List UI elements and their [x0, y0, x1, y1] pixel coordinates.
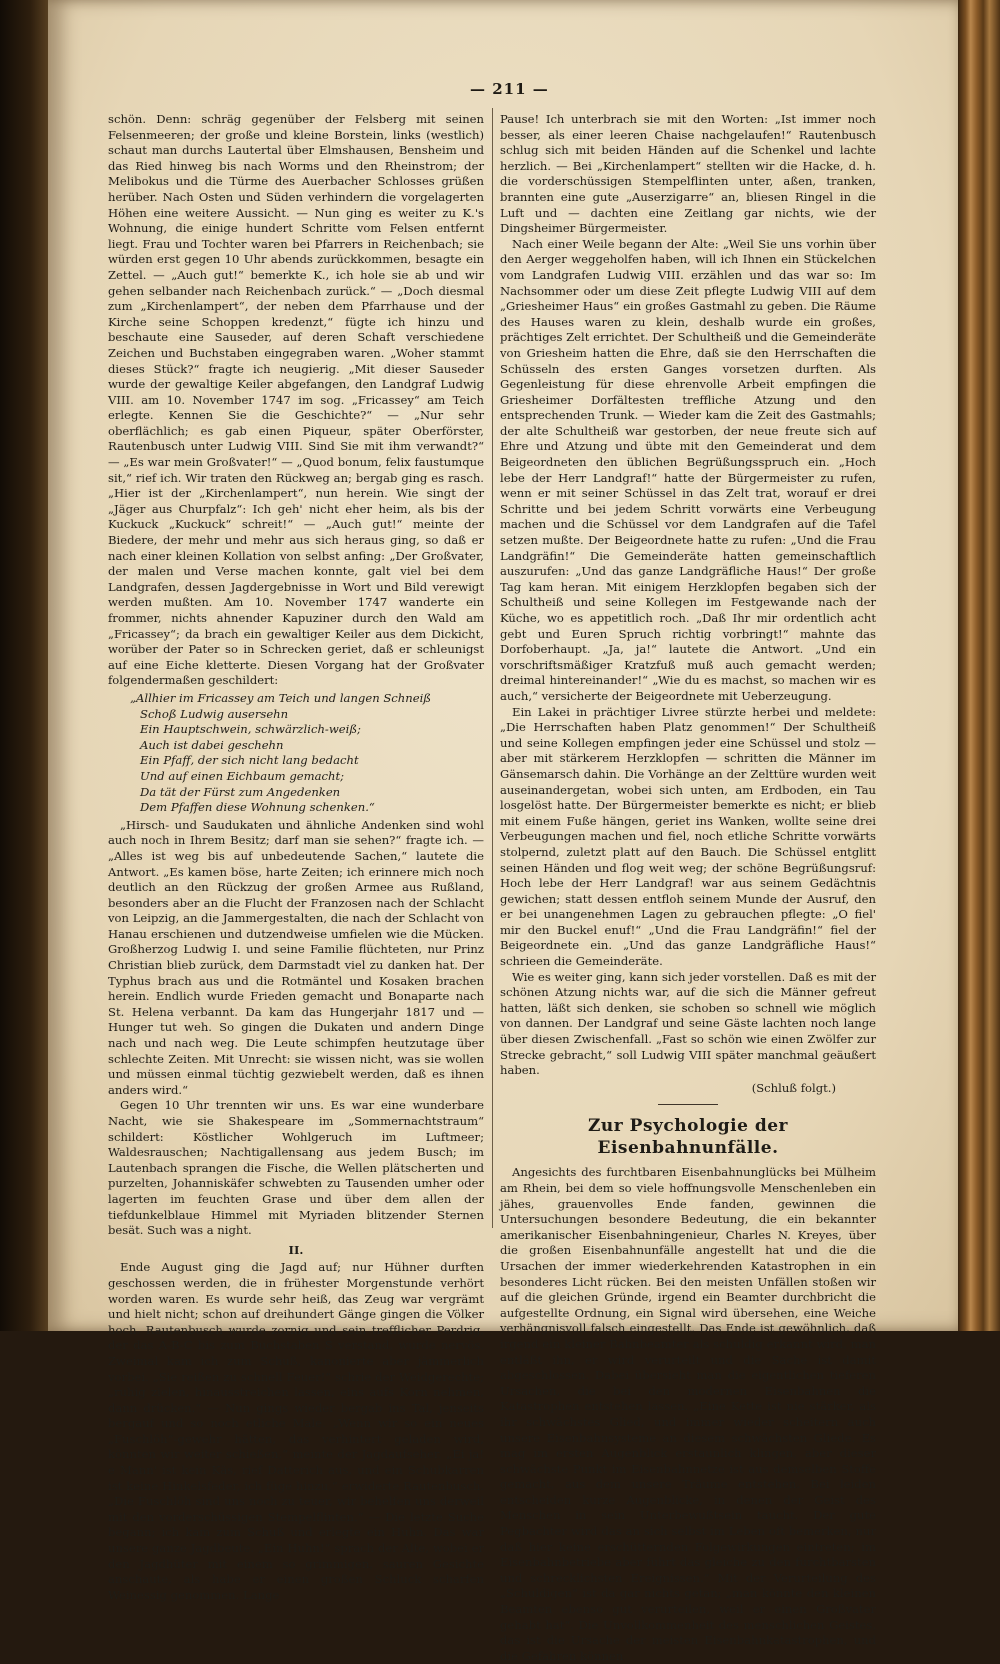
poem-line: Und auf einen Eichbaum gemacht; — [140, 768, 345, 783]
right-paragraph-3: Ein Lakei in prächtiger Livree stürzte herbei und meldete: „Die Herrschaften haben Platz genommen!“ Der Schultheiß und seine Kollegen empfingen jeder eine Schüssel und stolz — aber mit stärkerem Herzklopfen — schritten die Männer im Gänsemarsch dahin. Die Vorhänge an der Zelttüre wurden weit auseinandergetan, wobei sich unten, am Erdboden, ein Tau losgelöst hatte. Der Bürgermeister bemerkte es nicht; er blieb mit einem Fuße hängen, geriet ins Wanken, wollte seine drei Verbeugungen machen und fiel, noch etliche Schritte vorwärts stolpernd, zuletzt platt auf den Bauch. Die Schüssel entglitt seinen Händen und flog weit weg; der schöne Begrüßungsruf: Hoch lebe der Herr Landgraf! war aus seinem Gedächtnis gewichen; statt dessen entfloh seinem Munde der Ausruf, den er bei unangenehmen Lagen zu gebrauchen pflegte: „O fiel' mir den Buckel enuf!“ „Und die Frau Landgräfin!“ fiel der Beigeordnete ein. „Und das ganze Landgräfliche Haus!“ schrieen die Gemeinderäte. — [500, 704, 876, 969]
article-title: Zur Psychologie der Eisenbahnunfälle. — [588, 1116, 788, 1159]
poem-line: Auch ist dabei geschehn — [140, 737, 284, 752]
poem-line: Da tät der Fürst zum Angedenken — [140, 784, 341, 799]
poem-line: „Allhier im Fricassey am Teich und langen Schneiß — [130, 690, 432, 705]
article-divider — [658, 1104, 718, 1105]
right-paragraph-5: Angesichts des furchtbaren Eisenbahnunglücks bei Mülheim am Rhein, bei dem so viele hoffnungsvolle Menschenleben ein jähes, grauenvolles Ende fanden, gewinnen die Untersuchungen besondere Bedeutung, die ein bekannter amerikanischer Eisenbahningenieur, Charles N. Kreyes, über die großen Eisenbahnunfälle angestellt hat und die die Ursachen der immer wiederkehrenden Katastrophen in ein besonderes Licht rücken. Bei den meisten Unfällen stoßen wir auf die gleichen Gründe, irgend ein Beamter durchbricht die aufgestellte Ordnung, ein Signal wird übersehen, eine Weiche verhängnisvoll falsch eingestellt. Das Ende ist gewöhnlich, daß irgend ein kleiner Bahnbeamter als schuldig erkannt wird, man entläßt ihn, er wird verurteilt und die Sache ist damit abgeschlossen. Dabei übersieht man die eigentlichen tieferen Ursachen, die bei den modernen Eisenbahnen die Katastrophen entstehen lassen. „Eine Kette ist nie stärker, als ihr schwächstes Glied, und immer wieder scheitern auch unsere Eisenbahnsysteme an diesem schwächsten Gliede. Es mag im ersten Augenblick erstaunlich klingen, aber dieser schwächste Punkt im Eisenbahnnetze ist aus demselben Stoffe gemacht, aus dem unsere Träume entstehen. Bei leiden entscheiden kurze Augenblicke, in denen der Geist des Menschen in sein Unterbewußtsein taucht. Der gute Pegbachter wird das an sich selbst im Leben oft bemerken, nur daß hier keine erschütternden Folgewirkungen eintreten; im Eisenbahnbetriebe aber führt das gleiche zu den furchtbarsten und schrecklichsten Ereignissen.“ Mit der Verurteilung des „Schuldigen“ ist da gar nichts getan; „man könnte den kleinen Beamten ebenso gut verurteilen, weil er einen Großvater gehabt hat“. Die Unvollkommenheit des menschlichen Geistes, das ist die Ursache der meisten Eisenbahnkatastrophen, und die Gefahren können — [500, 1165, 876, 1663]
left-paragraph-2: „Hirsch- und Saudukaten und ähnliche Andenken sind wohl auch noch in Ihrem Besitz; darf man sie sehen?“ fragte ich. — „Alles ist weg bis auf unbedeutende Sachen,“ lautete die Antwort. „Es kamen böse, harte Zeiten; ich erinnere mich noch deutlich an den Rückzug der großen Armee aus Rußland, besonders aber an die Flucht der Franzosen nach der Schlacht von Leipzig, an die Jammergestalten, die nach der Schlacht von Hanau erschienen und dutzendweise umfielen wie die Mücken. Großherzog Ludwig I. und seine Familie flüchteten, nur Prinz Christian blieb zurück, dem Darmstadt viel zu danken hat. Der Typhus brach aus und die Rotmäntel und Kosaken brachen herein. Endlich wurde Frieden gemacht und Bonaparte nach St. Helena verbannt. Da kam das Hungerjahr 1817 und — Hunger tut weh. So gingen die Dukaten und andern Dinge nach und nach weg. Die Leute schimpfen heutzutage über schlechte Zeiten. Mit Unrecht: sie wissen nicht, was sie wollen und müssen einmal tüchtig gezwiebelt werden, daß es ihnen anders wird.“ — [108, 817, 484, 1097]
poem-line: Schoß Ludwig ausersehn — [140, 706, 289, 721]
column-divider — [492, 108, 493, 1228]
poem-line: Ein Pfaff, der sich nicht lang bedacht — [140, 753, 359, 768]
left-paragraph-4: Ende August ging die Jagd auf; nur Hühner durften geschossen werden, die in frühester Morgenstunde verhört worden waren. Es wurde sehr heiß, das Zeug war vergrämt und hielt nicht; schon auf dreihundert Gänge gingen die Völker hoch. Rautenbusch wurde zornig und sein trefflicher Perdrig, der das A-B-C bis zum Buchstaben S verstand, wurde nervös. Zweimal kam ich zum Schuß, kanonierte aber jämmerlich vorbei. „Sie reißen zu schnell Feuer!“ schrie der Weidgerechte; „ruhig zielen, hinausstreichen lassen, eins aufs Korn nehmen, dann drücken.“ — Nun gings wieder bergab ins Tal, jenseits bergauf und so noch etliche Male. „Wenn wir so ein neues „Fuschlöh“-gewehr hätten, das verhintert geladen wird, könnten wir weiter schießen,“ meinte der Jagdaufseher. „Ei ja! e Mann' ist kein Käs, rief Datterich aus, und ein Schubkarren ist keine Hinkelsfeder, ich füge hinzu,“ erwiderte Rautenbusch. „Die Fuschlöh sind uns noch zu teuer, wir behelfen uns derweil mit den vorderschüssigen Stempelflinten.“ — Die letzte Suche begann; ich kam zum Schuß und erlegte ein Huhn. Das war unsere ganze Jagdbeute. „Ein Huhn!“ sprach der Alte, wobei er den Jagdhüter mit einem so grimmigen, sauren Gesichte anschaute, als habe er einen großen Schluck scharfen Weinessig genommen. Lange — [108, 1260, 484, 1602]
book-edge-left — [0, 0, 50, 1331]
right-paragraph-1: Pause! Ich unterbrach sie mit den Worten: „Ist immer noch besser, als einer leeren Chaise nachgelaufen!“ Rautenbusch schlug sich mit beiden Händen auf die Schenkel und lachte herzlich. — Bei „Kirchenlampert“ stellten wir die Hacke, d. h. die vorderschüssigen Stempelflinten unter, aßen, tranken, brannten eine gute „Auserzigarre“ an, bliesen Ringel in die Luft und — dachten eine Zeitlang gar nichts, wie der Dingsheimer Bürgermeister. — [500, 112, 876, 236]
to-be-continued-note: (Schluß folgt.) — [751, 1080, 836, 1095]
left-paragraph-1: schön. Denn: schräg gegenüber der Felsberg mit seinen Felsenmeeren; der große und kleine Borstein, links (westlich) schaut man durchs Lautertal über Elmshausen, Bensheim und das Ried hinweg bis nach Worms und den Rheinstrom; der Melibokus und die Türme des Auerbacher Schlosses grüßen herüber. Nach Osten und Süden verhindern die vorgelagerten Höhen eine weitere Aussicht. — Nun ging es weiter zu K.'s Wohnung, die einige hundert Schritte vom Felsen entfernt liegt. Frau und Tochter waren bei Pfarrers in Reichenbach; sie würden erst gegen 10 Uhr abends zurückkommen, besagte ein Zettel. — „Auch gut!“ bemerkte K., ich hole sie ab und wir gehen selbander nach Reichenbach zurück.“ — „Doch diesmal zum „Kirchenlampert“, der neben dem Pfarrhause und der Kirche seine Schoppen kredenzt,“ fügte ich hinzu und beschaute eine Sauseder, auf deren Schaft verschiedene Zeichen und Buchstaben eingegraben waren. „Woher stammt dieses Stück?“ fragte ich neugierig. „Mit dieser Sauseder wurde der gewaltige Keiler abgefangen, den Landgraf Ludwig VIII. am 10. November 1747 im sog. „Fricassey“ am Teich erlegte. Kennen Sie die Geschichte?“ — „Nur sehr oberflächlich; es gab einen Piqueur, später Oberförster, Rautenbusch unter Ludwig VIII. Sind Sie mit ihm verwandt?“ — „Es war mein Großvater!“ — „Quod bonum, felix faustumque sit,“ rief ich. Wir traten den Rückweg an; bergab ging es rasch. „Hier ist der „Kirchenlampert“, nun herein. Wie singt der „Jäger aus Churpfalz“: Ich geh' nicht eher heim, als bis der Kuckuck „Kuckuck“ schreit!“ — „Auch gut!“ meinte der Biedere, der mehr und mehr aus sich heraus ging, so daß er nach einer kleinen Kollation von selbst anfing: „Der Großvater, der malen und Verse machen konnte, galt viel bei dem Landgrafen, dessen Jagdergebnisse in Wort und Bild verewigt werden mußten. Am 10. November 1747 wanderte ein frommer, nichts ahnender Kapuziner durch den Wald am „Fricassey“; da brach ein gewaltiger Keiler aus dem Dickicht, worüber der Pater so in Schrecken geriet, daß er schleunigst auf eine Eiche kletterte. Diesen Vorgang hat der Großvater folgendermaßen geschildert: — [108, 112, 484, 688]
right-column — [500, 112, 876, 1664]
poem-line: Ein Hauptschwein, schwärzlich-weiß; — [140, 722, 361, 737]
book-edge-right — [958, 0, 1000, 1331]
left-paragraph-3: Gegen 10 Uhr trennten wir uns. Es war eine wunderbare Nacht, wie sie Shakespeare im „Sommernachtstraum“ schildert: Köstlicher Wohlgeruch im Luftmeer; Waldesrauschen; Nachtigallensang aus jedem Busch; im Lautenbach sprangen die Fische, die Wellen plätscherten und purzelten, Johanniskäfer schwebten zu Tausenden umher oder lagerten im feuchten Grase und über dem allen der tiefdunkelblaue Himmel mit Myriaden blitzender Sternen besät. Such was a night. — [108, 1098, 484, 1238]
right-paragraph-4: Wie es weiter ging, kann sich jeder vorstellen. Daß es mit der schönen Atzung nichts war, auf die sich die Männer gefreut hatten, läßt sich denken, sie schoben so schnell wie möglich von dannen. Der Landgraf und seine Gäste lachten noch lange über diesen Zwischenfall. „Fast so schön wie einen Zwölfer zur Strecke gebracht,“ soll Ludwig VIII später manchmal geäußert haben. — [500, 969, 876, 1078]
right-paragraph-2: Nach einer Weile begann der Alte: „Weil Sie uns vorhin über den Aerger weggeholfen haben, will ich Ihnen ein Stückelchen vom Landgrafen Ludwig VIII. erzählen und das war so: Im Nachsommer oder um diese Zeit pflegte Ludwig VIII auf dem „Griesheimer Haus“ ein großes Gastmahl zu geben. Die Räume des Hauses waren zu klein, deshalb wurde ein großes, prächtiges Zelt errichtet. Der Schultheiß und die Gemeinderäte von Griesheim hatten die Ehre, daß sie den Herrschaften die Schüsseln des ersten Ganges vorsetzen durften. Als Gegenleistung für diese ehrenvolle Arbeit empfingen die Griesheimer Dorfältesten treffliche Atzung und den entsprechenden Trunk. — Wieder kam die Zeit des Gastmahls; der alte Schultheiß war gestorben, der neue freute sich auf Ehre und Atzung und übte mit den Gemeinderat und dem Beigeordneten den üblichen Begrüßungsspruch ein. „Hoch lebe der Herr Landgraf!“ hatte der Bürgermeister zu rufen, wenn er mit seiner Schüssel in das Zelt trat, worauf er drei Schritte und bei jedem Schritt vorwärts eine Verbeugung machen und die Schüssel vor dem Landgrafen auf die Tafel setzen mußte. Der Beigeordnete hatte zu rufen: „Und die Frau Landgräfin!“ Die Gemeinderäte hatten gemeinschaftlich auszurufen: „Und das ganze Landgräfliche Haus!“ Der große Tag kam heran. Mit einigem Herzklopfen begaben sich der Schultheiß und seine Kollegen im Festgewande nach der Küche, wo es appetitlich roch. „Daß Ihr mir ordentlich acht gebt und Euren Spruch richtig vorbringt!“ mahnte das Dorfoberhaupt. „Ja, ja!“ lautete die Antwort. „Und ein vorschriftsmäßiger Kratzfuß muß auch gemacht werden; dreimal hintereinander!“ „Wie du es machst, so machen wir es auch,“ versicherte der Beigeordnete mit Ueberzeugung. — [500, 236, 876, 703]
left-column — [108, 112, 484, 1603]
poem — [108, 691, 484, 816]
page-number: — 211 — — [470, 80, 549, 98]
poem-line: Dem Pfaffen diese Wohnung schenken.“ — [140, 800, 375, 815]
section-number: II. — [288, 1242, 304, 1257]
